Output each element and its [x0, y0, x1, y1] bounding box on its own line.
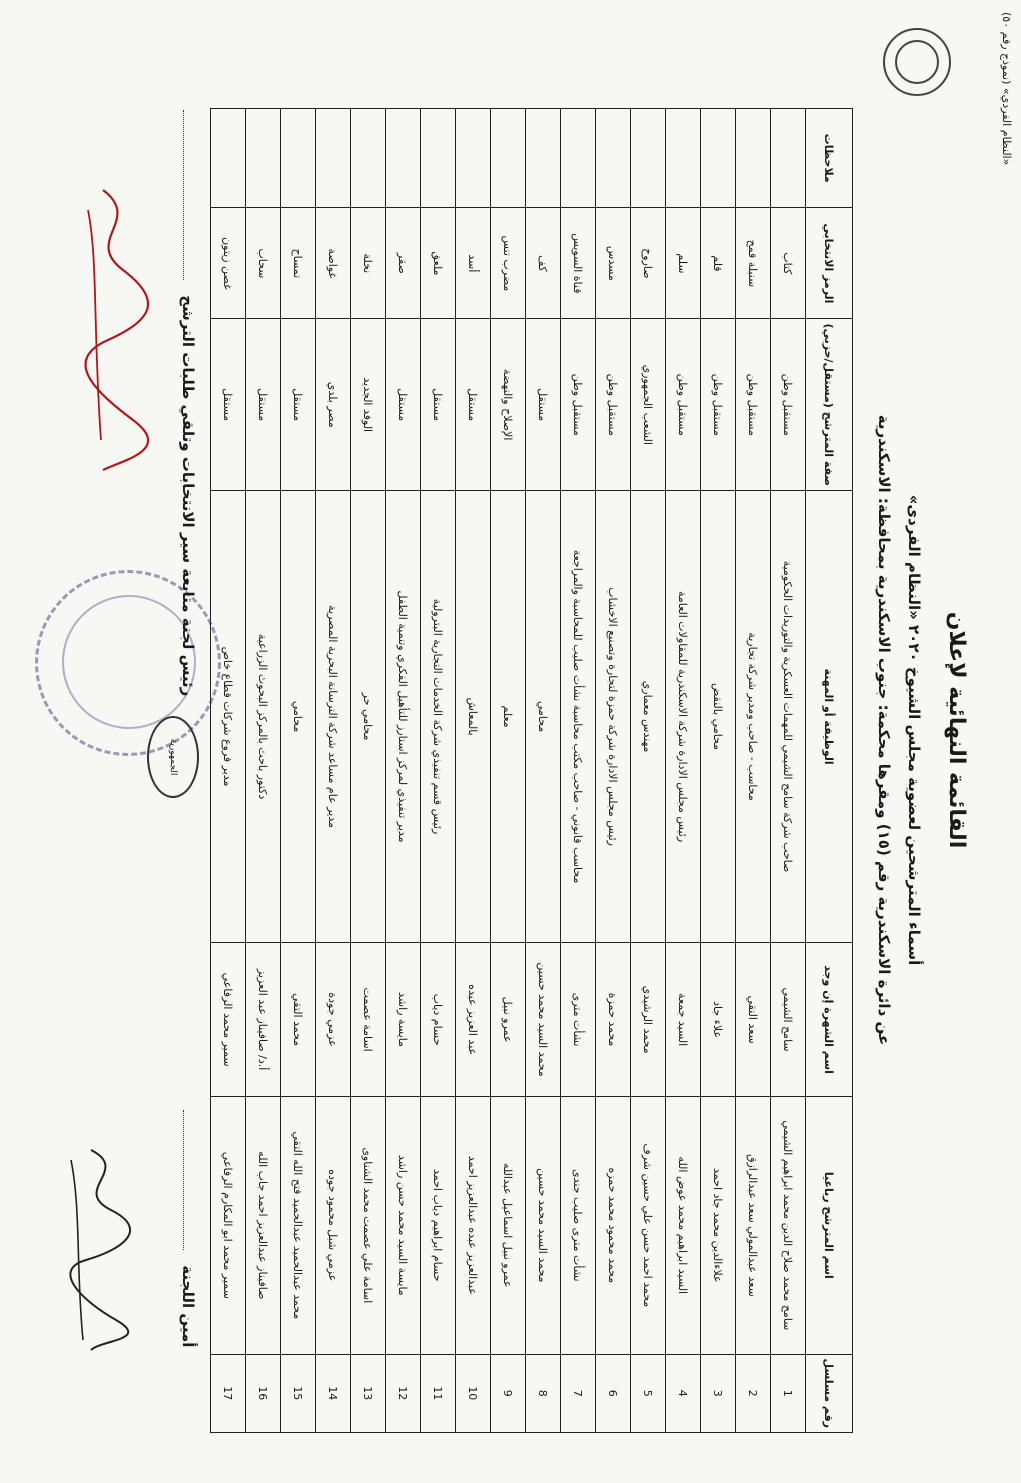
cell-name: صافيناز عبدالعزيز احمد جاب الله	[246, 1097, 281, 1354]
committee-chair-label: رئيس لجنة متابعة سير الانتخابات وتلقي طلبات الترشح	[179, 295, 197, 697]
cell-known: محمد حمزة	[596, 943, 631, 1097]
table-row	[351, 109, 386, 1433]
cell-name: اسامة علي عصمت محمد الشناوى	[351, 1097, 386, 1354]
cell-known: أ.د/ صافيناز عبد العزيز	[246, 943, 281, 1097]
cell-symbol: غواصة	[316, 208, 351, 319]
cell-known: عزمي جودة	[316, 943, 351, 1097]
table-row	[246, 109, 281, 1433]
table-row	[456, 109, 491, 1433]
cell-notes	[596, 109, 631, 208]
cell-job: مدير عام مساعد شركة الترسانة البحرية المصرية	[316, 491, 351, 943]
table-row	[386, 109, 421, 1433]
cell-name: سمير محمد ابو المكارم الرفاعي	[211, 1097, 246, 1354]
cell-symbol: صقر	[386, 208, 421, 319]
header-num: رقم مسلسل	[806, 1354, 853, 1433]
cell-symbol: قناة السويس	[561, 208, 596, 319]
cell-notes	[771, 109, 806, 208]
cell-job: مدير تنفيذي لمركز استارز للتأهيل الفكري وتنمية الطفل	[386, 491, 421, 943]
cell-known: حسام دياب	[421, 943, 456, 1097]
cell-known: عمرو نبيل	[491, 943, 526, 1097]
cell-known: سعد التقي	[736, 943, 771, 1097]
cell-num: 14	[316, 1354, 351, 1433]
cell-notes	[421, 109, 456, 208]
cell-notes	[526, 109, 561, 208]
cell-notes	[701, 109, 736, 208]
cell-status: مستقل	[386, 319, 421, 491]
cell-status: مستقل	[246, 319, 281, 491]
page-subtitle: أسماء المترشحين لعضوية مجلس الشيوخ ٢٠٢٠ «النظام الفردى»	[905, 494, 923, 966]
cell-name: محمد عبدالحميد عبدالحميد فتح الله التقي	[281, 1097, 316, 1354]
cell-job: رئيس مجلس الادارة شركة حمزة لتجارة وتصنيع الاخشاب	[596, 491, 631, 943]
cell-job: بالمعاش	[456, 491, 491, 943]
cell-status: مستقبل وطن	[561, 319, 596, 491]
cell-notes	[281, 109, 316, 208]
table-row	[316, 109, 351, 1433]
cell-job: محاسب - صاحب ومدير شركة تجارية	[736, 491, 771, 943]
cell-symbol: كف	[526, 208, 561, 319]
district-line: عن دائرة الاسكندرية رقم (١٥) ومقرها محكمة: جنوب الاسكندرية بمحافظة: الاسكندرية	[875, 414, 893, 1046]
cell-status: مستقبل وطن	[701, 319, 736, 491]
header-name: اسم المترشح رباعيا	[806, 1097, 853, 1354]
cell-job: محاسب قانوني - صاحب مكتب محاسبة نشأت صليب للمحاسبة والمراجعة	[561, 491, 596, 943]
cell-job: محامي	[526, 491, 561, 943]
cell-notes	[561, 109, 596, 208]
committee-chair-line	[179, 110, 197, 696]
secretary-signature	[51, 1140, 141, 1360]
cell-job: محامي حر	[351, 491, 386, 943]
table-row	[421, 109, 456, 1433]
table-row	[211, 109, 246, 1433]
committee-secretary-label: أمين اللجنة	[179, 1265, 197, 1348]
candidates-table	[210, 108, 853, 1433]
cell-known: السيد جمعة	[666, 943, 701, 1097]
cell-num: 7	[561, 1354, 596, 1433]
header-known: اسم الشهرة إن وجد	[806, 943, 853, 1097]
header-status: صفة المترشح (مستقل/حزبي)	[806, 319, 853, 491]
cell-status: مستقل	[211, 319, 246, 491]
cell-symbol: سحاب	[246, 208, 281, 319]
committee-secretary-line	[179, 1110, 197, 1347]
cell-name: السيد ابراهيم محمد عوض الله	[666, 1097, 701, 1354]
cell-status: الوفد الجديد	[351, 319, 386, 491]
cell-name: نشأت مترى صليب جندى	[561, 1097, 596, 1354]
cell-job: معلم	[491, 491, 526, 943]
cell-name: حسام ابراهيم دياب احمد	[421, 1097, 456, 1354]
header-notes: ملاحظات	[806, 109, 853, 208]
cell-num: 6	[596, 1354, 631, 1433]
cell-name: محمد احمد حسن علي حسين شرف	[631, 1097, 666, 1354]
cell-symbol: مضرب تنس	[491, 208, 526, 319]
cell-num: 12	[386, 1354, 421, 1433]
cell-notes	[666, 109, 701, 208]
cell-notes	[316, 109, 351, 208]
cell-job: رئيس مجلس الادارة شركة الاسكندرية للمقاولات العامة	[666, 491, 701, 943]
table-row	[736, 109, 771, 1433]
table-row	[771, 109, 806, 1433]
cell-job: مهندس معماري	[631, 491, 666, 943]
cell-known: سامح الشيمي	[771, 943, 806, 1097]
cell-symbol: كتاب	[771, 208, 806, 319]
cell-name: محمد محمود محمد حمزه	[596, 1097, 631, 1354]
cell-symbol: صاروخ	[631, 208, 666, 319]
cell-name: مايسة السيد محمد حسن راشد	[386, 1097, 421, 1354]
header-job: الوظيفة أو المهنة	[806, 491, 853, 943]
cell-symbol: سلم	[666, 208, 701, 319]
cell-job: محامي	[281, 491, 316, 943]
cell-known: سمير محمد الرفاعي	[211, 943, 246, 1097]
cell-symbol: ملعق	[421, 208, 456, 319]
cell-symbol: غصن زيتون	[211, 208, 246, 319]
cell-num: 9	[491, 1354, 526, 1433]
page-title: القائمة النهائية لإعلان	[944, 611, 969, 849]
cell-notes	[246, 109, 281, 208]
cell-status: مستقبل وطن	[596, 319, 631, 491]
table-row	[631, 109, 666, 1433]
cell-name: عمرو نبيل اسماعيل عبدالله	[491, 1097, 526, 1354]
cell-num: 11	[421, 1354, 456, 1433]
cell-job: رئيس قسم تنفيذي شركة الخدمات التجارية البترولية	[421, 491, 456, 943]
cell-num: 5	[631, 1354, 666, 1433]
oval-stamp: الجمهورية	[147, 716, 199, 798]
table-row	[666, 109, 701, 1433]
form-code: (نموذج رقم ٥٠) «النظام الفردي»	[1000, 12, 1013, 166]
table-row	[561, 109, 596, 1433]
cell-job: محامي بالنقض	[701, 491, 736, 943]
cell-name: محمد السيد محمد حسين	[526, 1097, 561, 1354]
cell-num: 8	[526, 1354, 561, 1433]
cell-name: عبدالعزيز عبده عبدالعزيز احمد	[456, 1097, 491, 1354]
cell-symbol: مسدس	[596, 208, 631, 319]
cell-known: اسامة عصمت	[351, 943, 386, 1097]
cell-notes	[211, 109, 246, 208]
cell-num: 3	[701, 1354, 736, 1433]
cell-name: علاءالدين محمد جاد احمد	[701, 1097, 736, 1354]
cell-known: محمد التقي	[281, 943, 316, 1097]
cell-job: مدير فروع شركات قطاع خاص	[211, 491, 246, 943]
cell-job: صاحب شركة سامح الشيمي للمهمات العسكرية والتوريدات الحكومية	[771, 491, 806, 943]
cell-status: مستقبل وطن	[771, 319, 806, 491]
cell-name: سعد عبدالمولي سعد عبدالرازق	[736, 1097, 771, 1354]
cell-notes	[386, 109, 421, 208]
cell-status: مستقل	[456, 319, 491, 491]
cell-known: محمد الرشيدي	[631, 943, 666, 1097]
cell-symbol: أسد	[456, 208, 491, 319]
table-row	[596, 109, 631, 1433]
cell-notes	[456, 109, 491, 208]
table-row	[701, 109, 736, 1433]
cell-status: مستقبل وطن	[666, 319, 701, 491]
cell-known: عبد العزيز عبده	[456, 943, 491, 1097]
cell-symbol: تمساح	[281, 208, 316, 319]
cell-symbol: قلم	[701, 208, 736, 319]
cell-num: 16	[246, 1354, 281, 1433]
header-symbol: الرمز الانتخابي	[806, 208, 853, 319]
cell-status: مصر بلدي	[316, 319, 351, 491]
table-row	[281, 109, 316, 1433]
cell-name: عزمي شبل محمود جوده	[316, 1097, 351, 1354]
cell-known: نشأت مترى	[561, 943, 596, 1097]
cell-status: مستقل	[281, 319, 316, 491]
cell-symbol: نخلة	[351, 208, 386, 319]
cell-status: مستقل	[421, 319, 456, 491]
cell-status: مستقبل وطن	[736, 319, 771, 491]
cell-known: محمد السيد محمد حسين	[526, 943, 561, 1097]
cell-name: سامح محمد صلاح الدين محمد ابراهيم الشيمي	[771, 1097, 806, 1354]
cell-num: 2	[736, 1354, 771, 1433]
table-row	[491, 109, 526, 1433]
table-row	[526, 109, 561, 1433]
chair-signature	[73, 180, 163, 480]
cell-job: دكتور باحث بالمركز البحوث الزراعية	[246, 491, 281, 943]
cell-notes	[491, 109, 526, 208]
cell-num: 10	[456, 1354, 491, 1433]
cell-status: مستقل	[526, 319, 561, 491]
cell-num: 13	[351, 1354, 386, 1433]
cell-symbol: سنبلة قمح	[736, 208, 771, 319]
cell-num: 15	[281, 1354, 316, 1433]
cell-notes	[631, 109, 666, 208]
cell-status: الشعب الجمهوري	[631, 319, 666, 491]
cell-num: 17	[211, 1354, 246, 1433]
cell-known: علاء جاد	[701, 943, 736, 1097]
cell-notes	[351, 109, 386, 208]
cell-num: 4	[666, 1354, 701, 1433]
cell-notes	[736, 109, 771, 208]
cell-num: 1	[771, 1354, 806, 1433]
cell-known: مايسة راشد	[386, 943, 421, 1097]
emblem-logo	[883, 28, 951, 96]
table-header-row	[806, 109, 853, 1433]
cell-status: الإصلاح والنهضة	[491, 319, 526, 491]
